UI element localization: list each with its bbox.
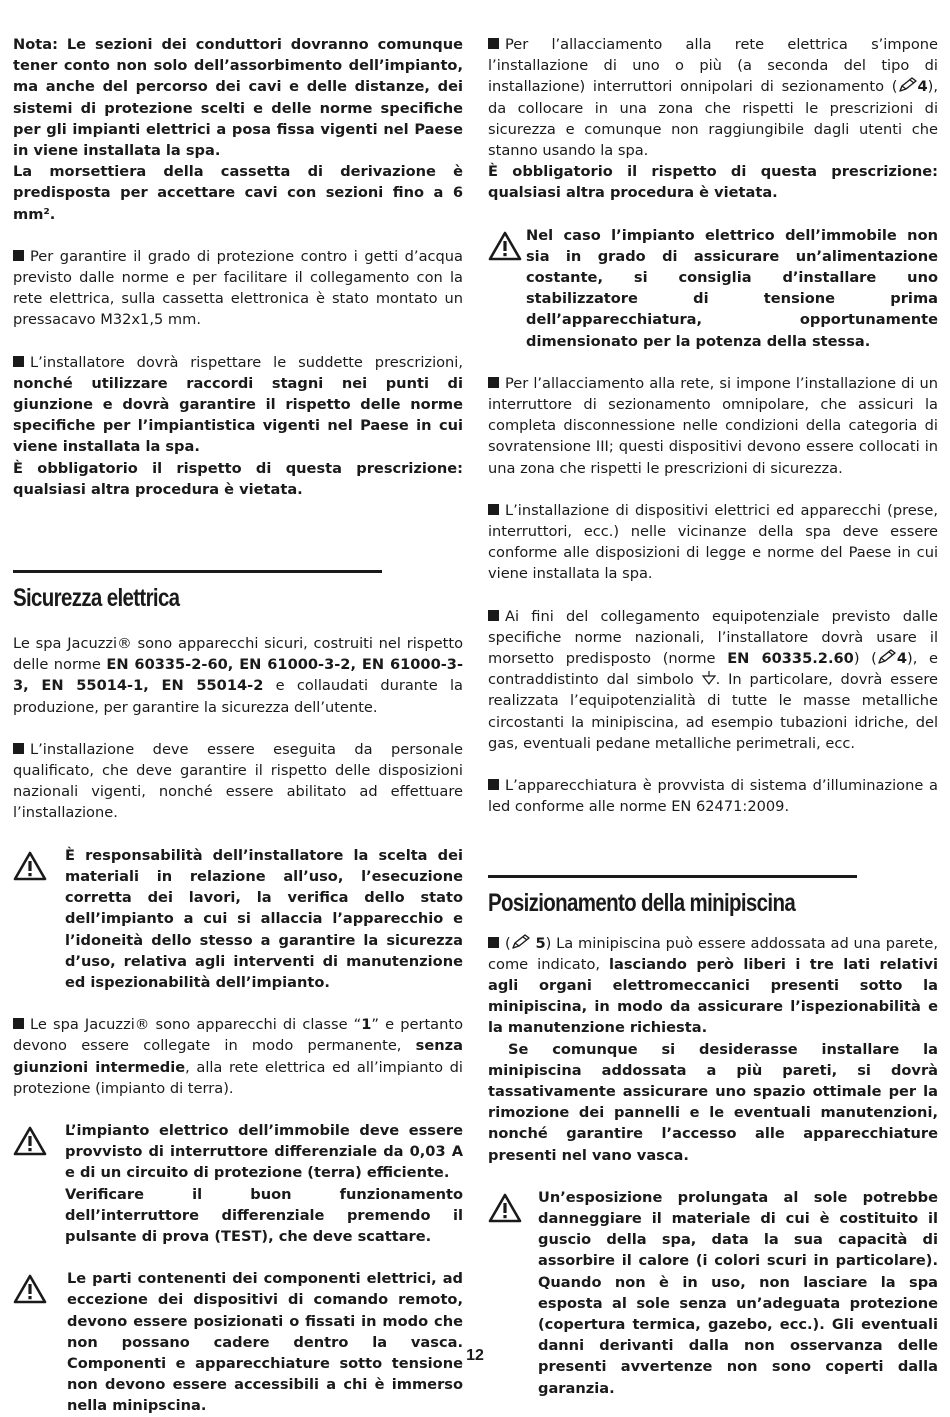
paragraph-pareti: Se comunque si desiderasse installare la minipiscina addossata a più pareti, si dovrà tassativamente assicurare uno spazio ottimale per la rimozione dei pannelli e le eventuali manutenzioni, nonché garantire l’accesso alle apparecchiature presenti nel vano vasca. xyxy=(488,1040,938,1164)
paragraph-obbligatorio: È obbligatorio il rispetto di questa prescrizione: qualsiasi altra procedura è vietata. xyxy=(13,459,463,498)
paragraph-jacuzzi-norme: Le spa Jacuzzi® sono apparecchi sicuri, costruiti nel rispetto delle norme EN 60335-2-60, EN 61000-3-2, EN 61000-3-3, EN 55014-1, EN 55014-2 e collaudati durante la produzione, per garantire la sicurezza dell’utente. xyxy=(13,635,463,716)
bullet-square-icon xyxy=(13,250,24,261)
paragraph-obbligatorio: È obbligatorio il rispetto di questa prescrizione: qualsiasi altra procedura è vietata. xyxy=(488,163,938,202)
warning-text: Un’esposizione prolungata al sole potrebbe danneggiare il materiale di cui è costituito il guscio della spa, data la sua capacità di assorbire il calore (i colori scuri in particolare). Quando non è in uso, non lasciare la spa esposta al sole senza un’adeguata protezione (copertura termica, gazebo, ecc.). Gli eventuali danni derivanti dalla non osservanza delle presenti avvertenze non sono coperti dalla garanzia. xyxy=(538,1188,938,1397)
bullet-square-icon xyxy=(488,610,499,621)
bullet-square-icon xyxy=(13,743,24,754)
warning-text: Nel caso l’impianto elettrico dell’immobile non sia in grado di assicurare un’alimentazione costante, si consiglia d’installare uno stabilizzatore di tensione prima dell’apparecchiatura, opportunamente dimensionato per la potenza della stessa. xyxy=(526,226,938,350)
page-number: 12 xyxy=(466,1347,484,1364)
warning-text: Verificare il buon funzionamento dell’interruttore differenziale premendo il pulsante di prova (TEST), che deve scattare. xyxy=(65,1185,463,1245)
warning-triangle-icon xyxy=(13,851,65,881)
warning-triangle-icon xyxy=(488,1193,538,1223)
bullet-square-icon xyxy=(488,937,499,948)
warning-text: Le parti contenenti dei componenti elettrici, ad eccezione dei dispositivi di comando remoto, devono essere posizionati o fissati in modo che non possano cadere dentro la vasca. Componenti e apparecchiature sotto tensione non devono essere accessibili a chi è immerso nella minipscina. xyxy=(67,1270,463,1415)
bullet-square-icon xyxy=(488,377,499,388)
pencil-reference-icon xyxy=(877,649,897,665)
bullet-square-icon xyxy=(488,504,499,515)
paragraph-equipotenziale: Ai fini del collegamento equipotenziale previsto dalle specifiche norme nazionali, l’installatore dovrà usare il morsetto predisposto (norme EN 60335.2.60) ( 4), e contraddistinto dal simbolo . In particolare, dovrà essere realizzata l’equipotenzialità di tutte le masse metalliche circostanti la minipiscina, ad esempio tubazioni idriche, del gas, eventuali pedane metalliche perimetrali, ecc. xyxy=(488,607,939,752)
warning-componenti xyxy=(13,1268,463,1416)
pencil-reference-icon xyxy=(898,77,918,93)
warning-text: È responsabilità dell’installatore la scelta dei materiali in relazione all’uso, l’esecuzione corretta dei lavori, la verifica dello stato dell’impianto a cui si allaccia l’apparecchio e l’idoneità dello stesso a garantire la sicurezza d’uso, relativa agli interventi di manutenzione ed ispezionabilità dell’impianto. xyxy=(65,846,463,991)
paragraph-allacciamento: Per l’allacciamento alla rete elettrica s’impone l’installazione di uno o più (a seconda del tipo di installazione) interruttori onnipolari di sezionamento ( 4), da collocare in una zona che rispetti le prescrizioni di sicurezza e comunque non raggiungibile dagli utenti che stanno usando la spa. xyxy=(488,36,938,160)
bullet-square-icon xyxy=(13,356,24,367)
paragraph-classe: Le spa Jacuzzi® sono apparecchi di classe “1” e pertanto devono essere collegate in modo permanente, senza giunzioni intermedie, alla rete elettrica ed all’impianto di protezione (impianto di terra). xyxy=(13,1016,464,1097)
paragraph-led: L’apparecchiatura è provvista di sistema d’illuminazione a led conforme alle norme EN 62471:2009. xyxy=(488,777,938,816)
bullet-square-icon xyxy=(488,779,499,790)
warning-differenziale xyxy=(13,1120,463,1247)
bullet-square-icon xyxy=(13,1018,24,1029)
paragraph-installatore: L’installatore dovrà rispettare le suddette prescrizioni, nonché utilizzare raccordi stagni nei punti di giunzione e dovrà garantire il rispetto delle norme specifiche per l’impiantistica vigenti nel Paese in cui viene installata la spa. xyxy=(13,353,463,456)
section-title-posizionamento: Posizionamento della minipiscina xyxy=(488,875,857,920)
pencil-reference-icon xyxy=(511,934,531,950)
bullet-square-icon xyxy=(488,38,499,49)
right-column xyxy=(488,34,938,1399)
warning-sole xyxy=(488,1187,938,1399)
warning-responsabilita xyxy=(13,845,463,993)
section-title-sicurezza: Sicurezza elettrica xyxy=(13,570,382,615)
paragraph-protezione: Per garantire il grado di protezione contro i getti d’acqua previsto dalle norme e per facilitare il collegamento con la rete elettrica, sulla cassetta elettronica è stato montato un pressacavo M32x1,5 mm. xyxy=(13,247,463,329)
warning-stabilizzatore xyxy=(488,225,938,352)
note-morsettiera: La morsettiera della cassetta di derivazione è predisposta per accettare cavi con sezioni fino a 6 mm². xyxy=(13,163,463,223)
warning-text: L’impianto elettrico dell’immobile deve essere provvisto di interruttore differenziale da 0,03 A e di un circuito di protezione (terra) efficiente. xyxy=(65,1121,463,1182)
note-paragraph: Nota: Le sezioni dei conduttori dovranno comunque tener conto non solo dell’assorbimento dell’impianto, ma anche del percorso dei cavi e delle distanze, dei sistemi di protezione scelti e delle norme specifiche per gli impianti elettrici a posa fissa vigenti nel Paese in viene installata la spa. xyxy=(13,36,463,160)
ground-symbol-icon xyxy=(702,670,716,686)
paragraph-qualificato: L’installazione deve essere eseguita da personale qualificato, che deve garantire il rispetto delle disposizioni nazionali vigenti, nonché essere abilitato ad effettuare l’installazione. xyxy=(13,740,463,822)
warning-triangle-icon xyxy=(13,1274,67,1304)
paragraph-omnipolare: Per l’allacciamento alla rete, si impone l’installazione di un interruttore di sezionamento omnipolare, che assicuri la completa disconnessione nelle condizioni della categoria di sovratensione III; questi dispositivi devono essere collocati in una zona che rispetti le prescrizioni di sicurezza. xyxy=(488,374,938,477)
left-column xyxy=(13,34,463,1417)
warning-triangle-icon xyxy=(488,231,526,261)
paragraph-dispositivi: L’installazione di dispositivi elettrici ed apparecchi (prese, interruttori, ecc.) nelle vicinanze della spa deve essere conforme alle disposizioni di legge e norme del Paese in cui viene installata la spa. xyxy=(488,501,938,583)
paragraph-posizionamento: ( 5) La minipiscina può essere addossata ad una parete, come indicato, lasciando però liberi i tre lati relativi agli organi elettromeccanici presenti sotto la minipiscina, in modo da assicurare l’ispezionabilità e la manutenzione richiesta. xyxy=(488,934,938,1037)
warning-triangle-icon xyxy=(13,1126,65,1156)
